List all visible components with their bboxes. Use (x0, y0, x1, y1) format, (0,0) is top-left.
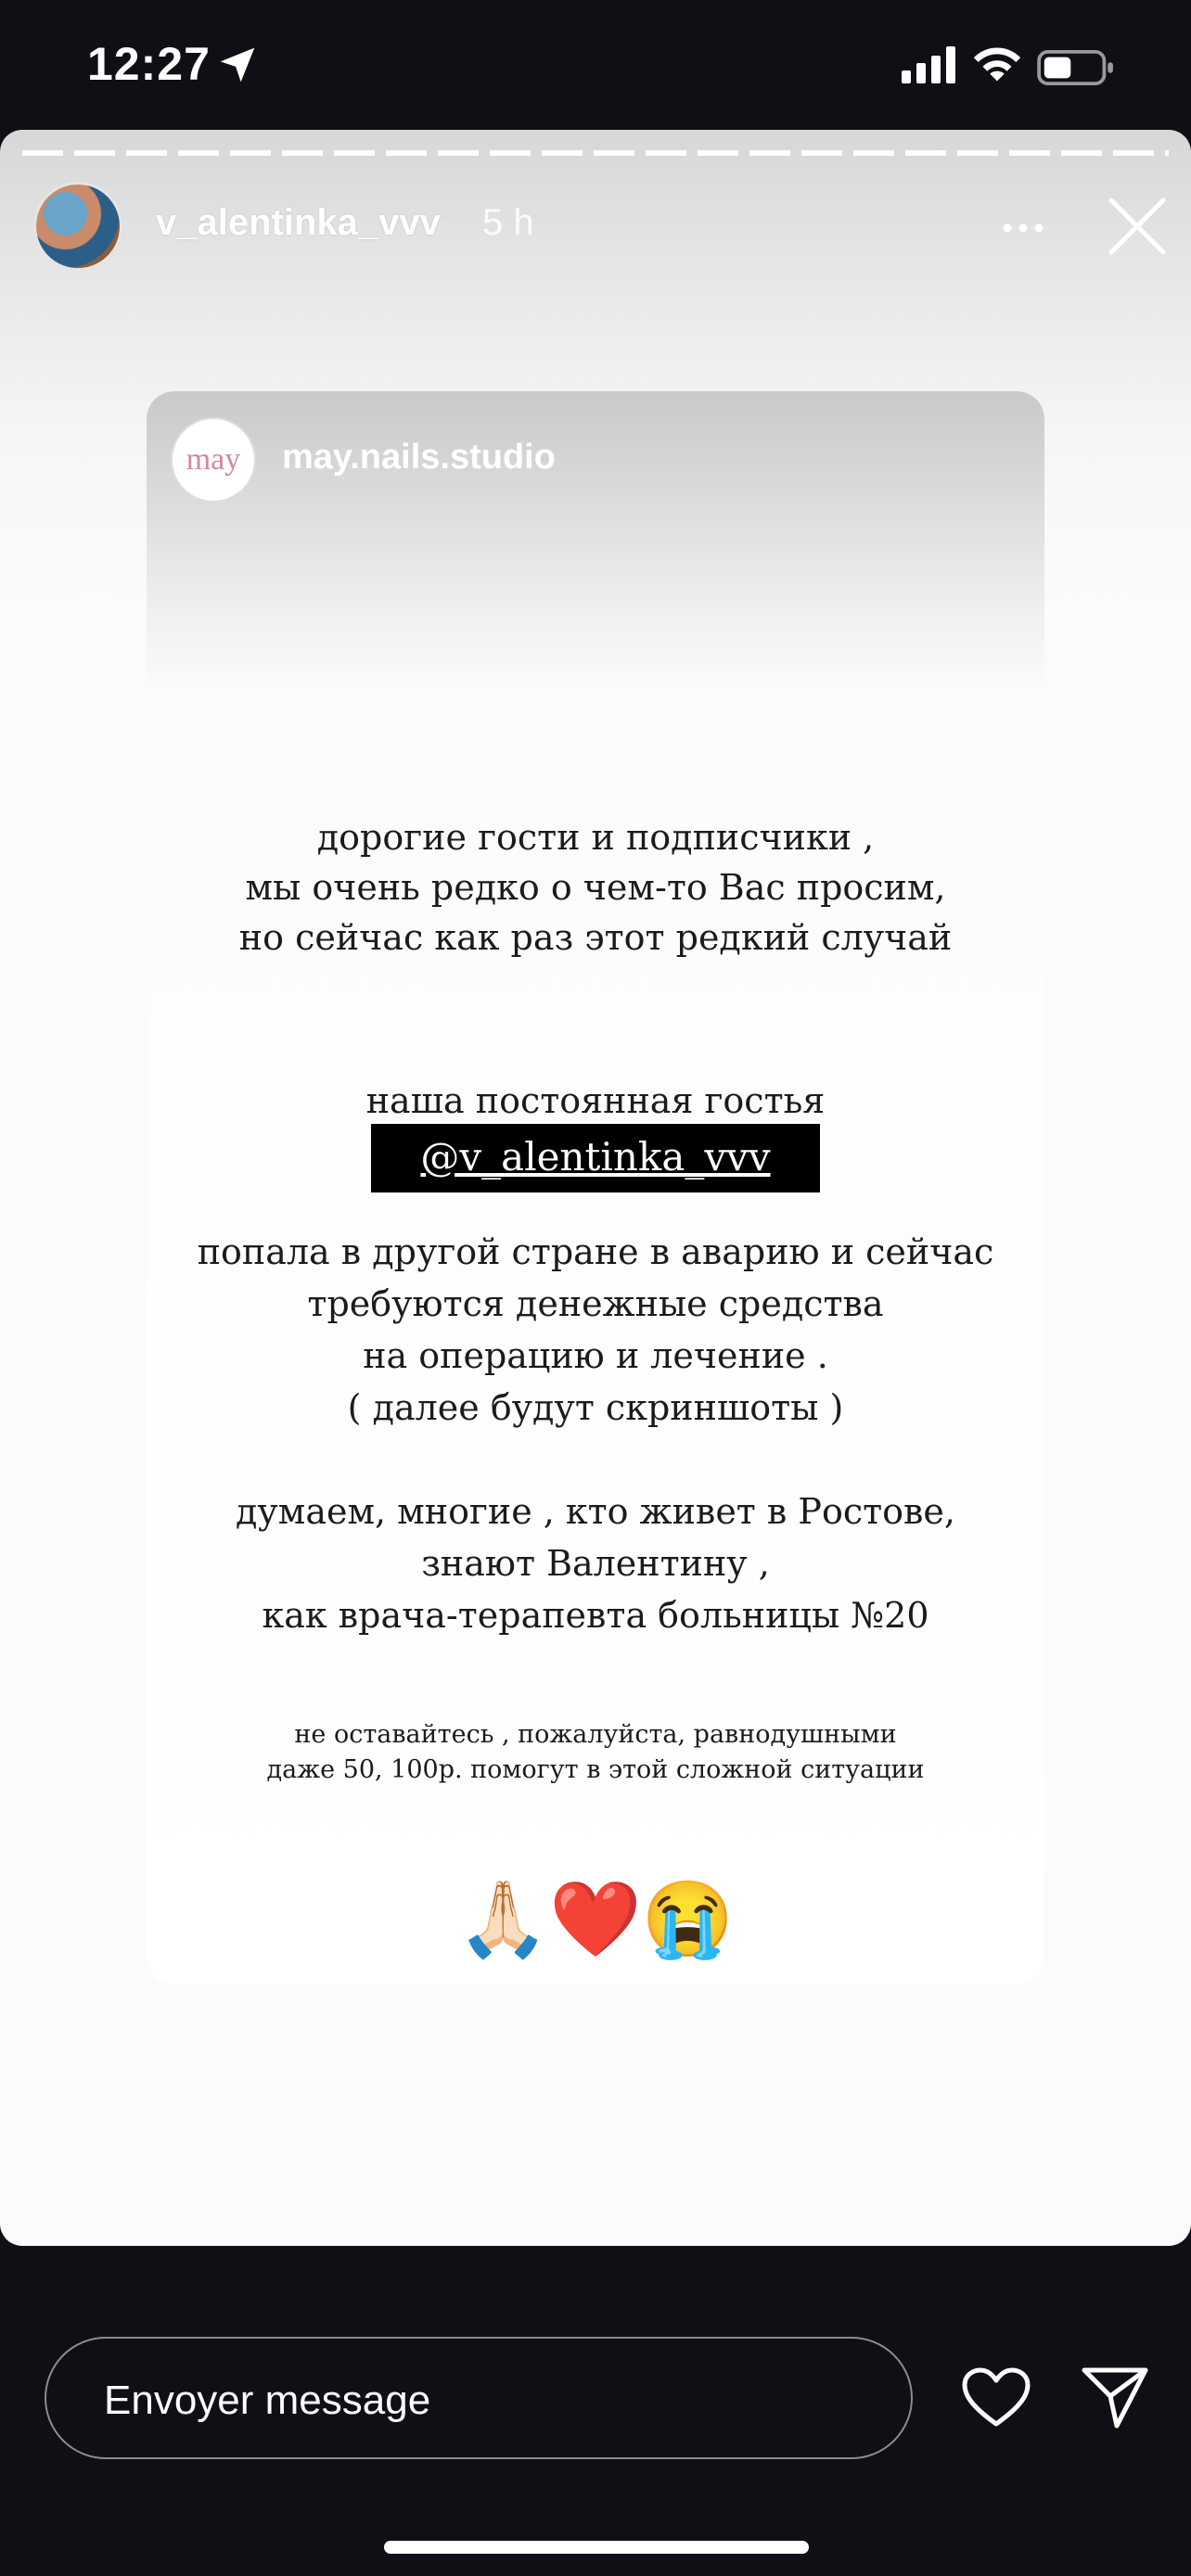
location-arrow-icon (217, 45, 258, 85)
send-icon[interactable] (1080, 2365, 1150, 2431)
story-username[interactable]: v_alentinka_vvv (156, 202, 441, 243)
story-progress-bar (22, 150, 1169, 156)
repost-handle[interactable]: may.nails.studio (282, 438, 556, 477)
message-input[interactable] (45, 2337, 913, 2459)
status-time: 12:27 (87, 38, 211, 90)
paragraph-rostov-text: думаем, многие , кто живет в Ростове, знают Валентину , как врача-терапевта больницы №20 (236, 1491, 955, 1636)
battery-icon (1037, 50, 1115, 85)
mention-sticker[interactable]: @v_alentinka_vvv (371, 1124, 820, 1192)
paragraph-accident (147, 1226, 1044, 1434)
story-time-ago: 5 h (482, 202, 534, 243)
logo-text: may (186, 442, 241, 477)
paragraph-intro-text: дорогие гости и подписчики , мы очень редко о чем-то Вас просим, но сейчас как раз этот редкий случай (238, 817, 953, 958)
home-indicator[interactable] (384, 2541, 809, 2554)
heart-icon[interactable] (961, 2366, 1031, 2429)
more-options-icon[interactable] (1000, 219, 1046, 237)
paragraph-appeal-text: не оставайтесь , пожалуйста, равнодушными даже 50, 100р. помогут в этой сложной ситуации (266, 1720, 925, 1784)
wifi-icon (970, 43, 1024, 83)
avatar[interactable] (33, 182, 122, 271)
paragraph-rostov (147, 1486, 1044, 1641)
reposted-story[interactable] (147, 391, 1044, 1984)
paragraph-accident-text: попала в другой стране в аварию и сейчас требуются денежные средства на операцию и лечение . ( далее будут скриншоты ) (197, 1231, 994, 1428)
paragraph-intro (147, 812, 1044, 963)
paragraph-appeal (147, 1717, 1044, 1788)
emoji-row: 🙏🏻❤️😭 (456, 1878, 735, 1960)
paragraph-guest (147, 1076, 1044, 1126)
repost-avatar-logo[interactable] (171, 417, 256, 503)
story-card[interactable] (0, 130, 1191, 2246)
message-placeholder: Envoyer message (104, 2378, 431, 2423)
close-icon[interactable] (1106, 195, 1169, 258)
status-bar (0, 0, 1191, 130)
paragraph-guest-text: наша постоянная гостья (365, 1080, 826, 1121)
cellular-signal-icon (902, 46, 957, 83)
